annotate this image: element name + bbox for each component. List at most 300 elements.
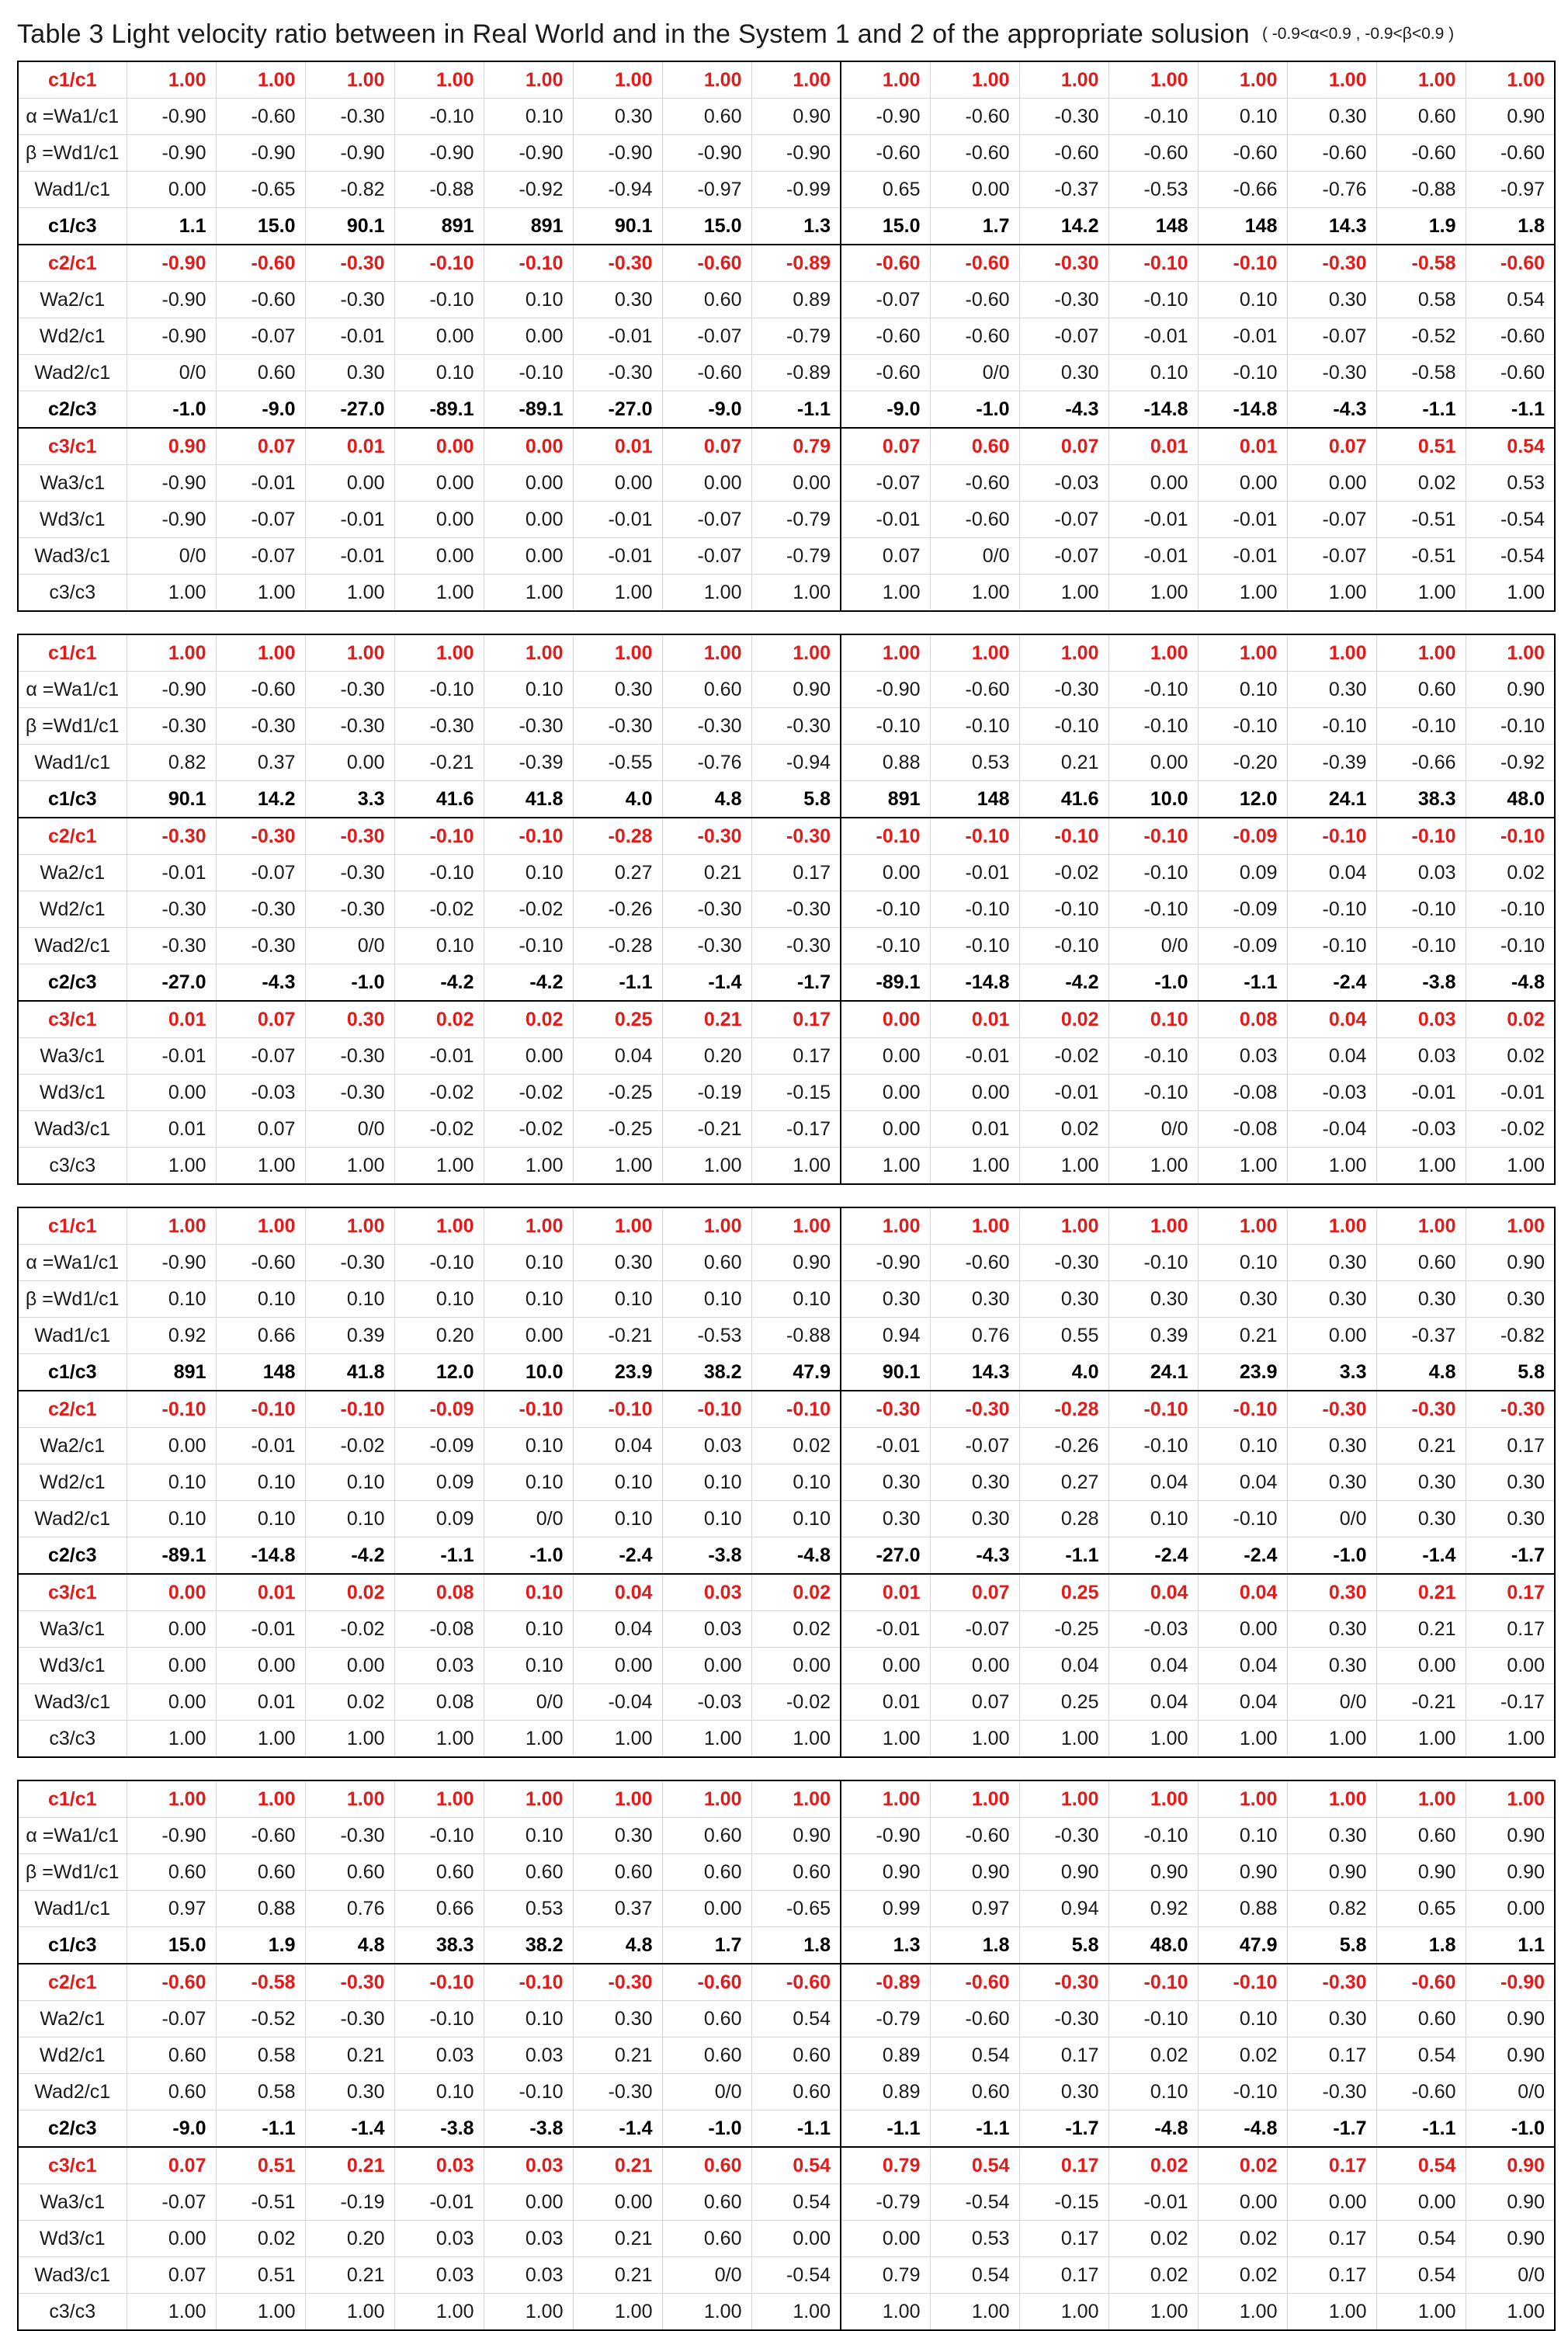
table-cell: 1.00 — [1198, 1780, 1287, 1818]
table-cell: -0.60 — [930, 1964, 1019, 2001]
table-cell: -0.90 — [127, 99, 216, 135]
table-cell: -0.01 — [1108, 318, 1198, 355]
table-cell: -0.19 — [662, 1075, 751, 1111]
table-cell: -0.10 — [1108, 245, 1198, 282]
row-label: Wad3/c1 — [18, 538, 127, 575]
table-cell: 0.30 — [1287, 99, 1376, 135]
table-cell: 0.60 — [662, 672, 751, 708]
table-cell: 0.20 — [662, 1038, 751, 1075]
table-cell: 0.03 — [662, 1574, 751, 1611]
table-cell: 0.00 — [930, 172, 1019, 208]
row-label: Wa2/c1 — [18, 2001, 127, 2037]
table-cell: 1.00 — [394, 2294, 484, 2331]
table-cell: 0.02 — [1466, 1038, 1555, 1075]
row-label: Wa3/c1 — [18, 465, 127, 502]
table-cell: -0.30 — [305, 1964, 394, 2001]
table-cell: 0.00 — [841, 2221, 930, 2257]
table-cell: 0.94 — [1019, 1891, 1108, 1927]
table-cell: 1.3 — [751, 208, 841, 245]
table-cell: 1.00 — [127, 61, 216, 99]
table-cell: -0.10 — [1108, 1964, 1198, 2001]
table-cell: -0.10 — [1376, 818, 1466, 855]
table-cell: -0.15 — [1019, 2184, 1108, 2221]
table-cell: 0.10 — [1198, 99, 1287, 135]
table-cell: -0.01 — [216, 1611, 305, 1648]
table-cell: 1.7 — [662, 1927, 751, 1965]
table-cell: 0.60 — [751, 2037, 841, 2074]
row-label: Wad3/c1 — [18, 1684, 127, 1721]
table-cell: 1.00 — [1287, 634, 1376, 672]
row-label: Wad1/c1 — [18, 172, 127, 208]
table-cell: -0.10 — [1108, 99, 1198, 135]
table-cell: -0.10 — [751, 1391, 841, 1428]
table-cell: 1.00 — [841, 1148, 930, 1185]
table-cell: -4.8 — [1466, 964, 1555, 1002]
table-cell: 0.30 — [1376, 1464, 1466, 1501]
table-cell: -0.07 — [216, 538, 305, 575]
table-cell: 1.9 — [216, 1927, 305, 1965]
table-cell: -0.94 — [751, 745, 841, 781]
table-cell: -0.65 — [216, 172, 305, 208]
table-cell: 1.00 — [751, 1148, 841, 1185]
table-row — [18, 1038, 1555, 1075]
table-cell: -0.53 — [662, 1318, 751, 1354]
table-cell: -1.1 — [1466, 391, 1555, 429]
table-cell: 1.00 — [841, 61, 930, 99]
table-cell: -0.30 — [216, 928, 305, 964]
table-cell: -0.30 — [1019, 1245, 1108, 1281]
table-cell: -0.79 — [751, 538, 841, 575]
table-cell: 0.30 — [1376, 1501, 1466, 1537]
table-cell: 1.00 — [662, 575, 751, 612]
table-cell: 0.10 — [573, 1464, 662, 1501]
table-cell: 0.90 — [1019, 1854, 1108, 1891]
table-cell: 0.30 — [305, 355, 394, 391]
table-cell: 0.30 — [930, 1501, 1019, 1537]
row-label: Wd2/c1 — [18, 2037, 127, 2074]
table-cell: -0.10 — [484, 355, 573, 391]
table-cell: 1.00 — [1108, 1148, 1198, 1185]
table-cell: 0.00 — [841, 1648, 930, 1684]
table-cell: -0.60 — [1466, 245, 1555, 282]
table-cell: -0.60 — [930, 1818, 1019, 1854]
table-cell: -0.10 — [1466, 818, 1555, 855]
table-cell: 1.8 — [751, 1927, 841, 1965]
table-cell: 0/0 — [127, 538, 216, 575]
table-cell: -0.28 — [1019, 1391, 1108, 1428]
table-row — [18, 2257, 1555, 2294]
table-cell: 0.03 — [662, 1428, 751, 1464]
table-section-2 — [17, 634, 1556, 1185]
table-cell: 0.04 — [573, 1038, 662, 1075]
table-cell: -27.0 — [305, 391, 394, 429]
table-cell: -0.10 — [1108, 282, 1198, 318]
table-cell: -0.01 — [573, 318, 662, 355]
table-cell: -0.88 — [1376, 172, 1466, 208]
table-cell: 15.0 — [216, 208, 305, 245]
table-cell: -0.02 — [1019, 855, 1108, 891]
table-cell: 1.00 — [1287, 2294, 1376, 2331]
table-cell: 1.00 — [1376, 2294, 1466, 2331]
table-cell: -0.07 — [930, 1611, 1019, 1648]
table-cell: 0.07 — [930, 1684, 1019, 1721]
table-cell: 0.01 — [127, 1111, 216, 1148]
table-cell: -0.60 — [841, 355, 930, 391]
table-cell: 891 — [127, 1354, 216, 1391]
table-cell: 0.97 — [930, 1891, 1019, 1927]
table-cell: -0.17 — [1466, 1684, 1555, 1721]
table-row — [18, 891, 1555, 928]
table-cell: -0.01 — [1108, 502, 1198, 538]
table-cell: -0.60 — [1287, 135, 1376, 172]
table-cell: 0.20 — [394, 1318, 484, 1354]
table-cell: -0.58 — [1376, 245, 1466, 282]
table-cell: 1.00 — [573, 61, 662, 99]
table-cell: -0.02 — [484, 1111, 573, 1148]
table-cell: 0.10 — [1108, 355, 1198, 391]
table-cell: 1.00 — [484, 2294, 573, 2331]
row-label: Wd2/c1 — [18, 318, 127, 355]
table-cell: -1.1 — [394, 1537, 484, 1575]
table-cell: 0.60 — [662, 2037, 751, 2074]
table-cell: -1.0 — [127, 391, 216, 429]
table-cell: 0.03 — [394, 2257, 484, 2294]
table-cell: -0.25 — [573, 1111, 662, 1148]
table-cell: -0.10 — [1019, 891, 1108, 928]
table-cell: 0.21 — [305, 2257, 394, 2294]
table-cell: 0.25 — [573, 1001, 662, 1038]
table-cell: 1.00 — [1108, 634, 1198, 672]
table-cell: -0.90 — [127, 282, 216, 318]
table-cell: 14.2 — [216, 781, 305, 818]
table-cell: 0.10 — [1198, 282, 1287, 318]
table-cell: -0.79 — [751, 318, 841, 355]
table-cell: 0.10 — [484, 672, 573, 708]
table-cell: -0.10 — [1198, 708, 1287, 745]
table-cell: -0.90 — [127, 672, 216, 708]
table-row — [18, 1207, 1555, 1245]
table-cell: 0.01 — [216, 1574, 305, 1611]
table-cell: 1.00 — [1108, 2294, 1198, 2331]
table-cell: -0.58 — [1376, 355, 1466, 391]
table-cell: -0.10 — [305, 1391, 394, 1428]
row-label: c3/c3 — [18, 575, 127, 612]
table-cell: 0.00 — [484, 502, 573, 538]
table-cell: 0.90 — [1466, 2184, 1555, 2221]
table-row — [18, 1245, 1555, 1281]
table-cell: 0.10 — [305, 1501, 394, 1537]
table-cell: 1.00 — [216, 634, 305, 672]
table-cell: 0.60 — [930, 2074, 1019, 2110]
table-cell: -14.8 — [216, 1537, 305, 1575]
table-cell: 0.04 — [573, 1611, 662, 1648]
table-cell: -0.10 — [1108, 1075, 1198, 1111]
table-cell: 0.30 — [305, 2074, 394, 2110]
table-cell: -0.01 — [1198, 318, 1287, 355]
table-cell: 1.00 — [305, 2294, 394, 2331]
table-cell: 0.00 — [573, 2184, 662, 2221]
table-cell: 0.30 — [573, 672, 662, 708]
table-cell: 1.00 — [930, 1207, 1019, 1245]
table-cell: 0.02 — [216, 2221, 305, 2257]
row-label: c1/c1 — [18, 61, 127, 99]
table-cell: 0.90 — [841, 1854, 930, 1891]
table-cell: -0.30 — [662, 708, 751, 745]
table-cell: -0.10 — [1198, 2074, 1287, 2110]
table-cell: -0.90 — [127, 135, 216, 172]
table-cell: -0.07 — [216, 1038, 305, 1075]
table-cell: 0.10 — [662, 1281, 751, 1318]
table-cell: 0.02 — [1198, 2037, 1287, 2074]
table-cell: -1.1 — [930, 2110, 1019, 2148]
table-cell: 0.10 — [484, 1464, 573, 1501]
table-cell: 0.60 — [127, 2074, 216, 2110]
table-cell: 0/0 — [1287, 1684, 1376, 1721]
table-cell: -0.89 — [751, 355, 841, 391]
table-cell: 0.02 — [1019, 1111, 1108, 1148]
table-cell: 0.01 — [216, 1684, 305, 1721]
table-cell: 0.60 — [662, 1854, 751, 1891]
table-row — [18, 1927, 1555, 1965]
table-cell: -0.30 — [305, 1075, 394, 1111]
table-cell: 1.00 — [484, 1148, 573, 1185]
table-cell: 0.90 — [751, 672, 841, 708]
table-cell: -0.30 — [305, 891, 394, 928]
table-cell: -0.10 — [841, 818, 930, 855]
row-label: c1/c3 — [18, 1354, 127, 1391]
table-cell: -0.60 — [930, 502, 1019, 538]
table-cell: -0.90 — [751, 135, 841, 172]
table-cell: 48.0 — [1108, 1927, 1198, 1965]
table-cell: 0.10 — [573, 1281, 662, 1318]
table-cell: 1.00 — [127, 1148, 216, 1185]
table-cell: 0.21 — [1376, 1428, 1466, 1464]
table-cell: -0.07 — [216, 855, 305, 891]
table-row — [18, 355, 1555, 391]
row-label: c2/c3 — [18, 391, 127, 429]
table-cell: -0.30 — [930, 1391, 1019, 1428]
table-cell: 0.30 — [1466, 1501, 1555, 1537]
table-cell: 0.01 — [1108, 428, 1198, 465]
table-row — [18, 1574, 1555, 1611]
table-cell: -0.03 — [216, 1075, 305, 1111]
table-cell: 0.30 — [1019, 1281, 1108, 1318]
table-cell: -0.03 — [1376, 1111, 1466, 1148]
table-cell: 0.60 — [662, 99, 751, 135]
table-cell: -0.10 — [1108, 855, 1198, 891]
table-cell: 0.01 — [930, 1111, 1019, 1148]
table-cell: 0.02 — [751, 1611, 841, 1648]
table-row — [18, 672, 1555, 708]
table-cell: 0.21 — [1198, 1318, 1287, 1354]
table-cell: -0.07 — [216, 502, 305, 538]
table-cell: -0.30 — [216, 818, 305, 855]
table-row — [18, 818, 1555, 855]
table-cell: 0.90 — [1287, 1854, 1376, 1891]
table-cell: 0.00 — [305, 1648, 394, 1684]
table-cell: -0.09 — [1198, 928, 1287, 964]
table-cell: -0.02 — [305, 1611, 394, 1648]
table-cell: -0.60 — [841, 245, 930, 282]
table-row — [18, 1854, 1555, 1891]
table-cell: -0.01 — [930, 1038, 1019, 1075]
table-cell: 0.37 — [573, 1891, 662, 1927]
table-cell: -0.30 — [127, 818, 216, 855]
table-cell: 0.10 — [484, 2001, 573, 2037]
table-cell: 0.30 — [1287, 1648, 1376, 1684]
table-cell: -0.90 — [127, 465, 216, 502]
table-cell: -0.30 — [751, 891, 841, 928]
table-cell: -0.30 — [305, 1818, 394, 1854]
table-cell: -0.01 — [305, 318, 394, 355]
table-cell: -1.0 — [1287, 1537, 1376, 1575]
table-cell: -0.01 — [305, 502, 394, 538]
table-cell: 1.9 — [1376, 208, 1466, 245]
table-cell: 0.30 — [1287, 2001, 1376, 2037]
table-cell: 0.51 — [216, 2147, 305, 2184]
table-cell: 0.90 — [1108, 1854, 1198, 1891]
table-cell: 0.97 — [127, 1891, 216, 1927]
table-cell: 1.00 — [662, 1780, 751, 1818]
table-cell: 0.00 — [662, 465, 751, 502]
table-cell: -89.1 — [127, 1537, 216, 1575]
table-cell: 0.02 — [1108, 2147, 1198, 2184]
table-cell: -0.01 — [573, 538, 662, 575]
table-title — [17, 11, 1554, 57]
table-cell: 0.21 — [1376, 1611, 1466, 1648]
table-cell: 0.30 — [1287, 1611, 1376, 1648]
table-cell: 0.00 — [1198, 1611, 1287, 1648]
table-cell: 0.00 — [484, 2184, 573, 2221]
table-cell: 10.0 — [484, 1354, 573, 1391]
table-cell: 0/0 — [305, 1111, 394, 1148]
row-label: β =Wd1/c1 — [18, 135, 127, 172]
table-cell: -0.10 — [841, 708, 930, 745]
table-cell: 0.02 — [1198, 2221, 1287, 2257]
table-cell: -0.10 — [1287, 928, 1376, 964]
table-cell: -0.90 — [573, 135, 662, 172]
table-cell: 0.02 — [484, 1001, 573, 1038]
table-cell: 0.10 — [1108, 2074, 1198, 2110]
row-label: Wad2/c1 — [18, 355, 127, 391]
table-cell: 0.53 — [1466, 465, 1555, 502]
table-cell: -0.28 — [573, 928, 662, 964]
table-cell: -0.30 — [305, 99, 394, 135]
table-cell: 0.04 — [1108, 1684, 1198, 1721]
table-row — [18, 1318, 1555, 1354]
table-cell: 1.00 — [662, 1207, 751, 1245]
table-cell: 0.21 — [573, 2147, 662, 2184]
table-cell: 0.30 — [573, 99, 662, 135]
table-cell: -0.10 — [1108, 1818, 1198, 1854]
table-cell: -0.07 — [216, 318, 305, 355]
table-cell: -0.60 — [1019, 135, 1108, 172]
table-cell: -0.10 — [484, 1964, 573, 2001]
table-cell: 0.00 — [127, 1684, 216, 1721]
table-cell: -0.90 — [841, 1245, 930, 1281]
table-cell: -0.10 — [1287, 891, 1376, 928]
table-cell: -89.1 — [841, 964, 930, 1002]
table-cell: -0.79 — [841, 2001, 930, 2037]
table-cell: -0.10 — [1108, 672, 1198, 708]
table-row — [18, 964, 1555, 1002]
table-cell: -0.37 — [1376, 1318, 1466, 1354]
table-cell: 0.00 — [484, 1038, 573, 1075]
table-cell: -0.10 — [1376, 708, 1466, 745]
table-cell: -0.10 — [662, 1391, 751, 1428]
table-cell: -0.60 — [1466, 318, 1555, 355]
table-cell: -0.89 — [841, 1964, 930, 2001]
table-cell: -0.02 — [394, 1075, 484, 1111]
table-cell: 0.21 — [1376, 1574, 1466, 1611]
table-cell: 5.8 — [1466, 1354, 1555, 1391]
table-cell: 0.30 — [573, 282, 662, 318]
table-cell: 0.30 — [1287, 1818, 1376, 1854]
table-cell: 1.00 — [662, 634, 751, 672]
table-cell: 41.6 — [394, 781, 484, 818]
row-label: Wad3/c1 — [18, 1111, 127, 1148]
table-cell: -0.01 — [930, 855, 1019, 891]
table-cell: 15.0 — [841, 208, 930, 245]
table-cell: 47.9 — [1198, 1927, 1287, 1965]
table-cell: -0.02 — [1466, 1111, 1555, 1148]
table-cell: -0.10 — [841, 928, 930, 964]
table-cell: -0.01 — [841, 502, 930, 538]
table-cell: 0.00 — [841, 1075, 930, 1111]
table-cell: -1.1 — [216, 2110, 305, 2148]
table-cell: -0.30 — [573, 2074, 662, 2110]
row-label: c3/c1 — [18, 1001, 127, 1038]
table-cell: 1.00 — [216, 1148, 305, 1185]
table-cell: 0.39 — [1108, 1318, 1198, 1354]
table-cell: -0.66 — [1376, 745, 1466, 781]
table-cell: 1.00 — [751, 1721, 841, 1758]
table-cell: 0.60 — [1376, 1818, 1466, 1854]
table-cell: 0.10 — [1198, 1818, 1287, 1854]
table-cell: -0.66 — [1198, 172, 1287, 208]
table-cell: 1.00 — [127, 575, 216, 612]
table-cell: 0.30 — [841, 1281, 930, 1318]
table-row — [18, 318, 1555, 355]
table-cell: 0.04 — [1108, 1464, 1198, 1501]
table-cell: -0.30 — [662, 928, 751, 964]
table-cell: -0.10 — [1466, 891, 1555, 928]
table-cell: -0.10 — [394, 1245, 484, 1281]
table-cell: -0.10 — [1198, 1391, 1287, 1428]
table-cell: -0.30 — [216, 708, 305, 745]
table-cell: 0.10 — [394, 2074, 484, 2110]
row-label: c1/c3 — [18, 1927, 127, 1965]
table-cell: 0.07 — [216, 428, 305, 465]
table-cell: -2.4 — [1198, 1537, 1287, 1575]
table-cell: 0.53 — [930, 745, 1019, 781]
table-cell: 0.10 — [216, 1464, 305, 1501]
table-cell: 0.17 — [1287, 2037, 1376, 2074]
table-cell: -0.21 — [573, 1318, 662, 1354]
table-cell: -9.0 — [841, 391, 930, 429]
table-cell: -0.60 — [751, 1964, 841, 2001]
table-cell: -0.51 — [216, 2184, 305, 2221]
table-cell: 41.8 — [484, 781, 573, 818]
table-cell: -0.82 — [305, 172, 394, 208]
table-cell: -9.0 — [216, 391, 305, 429]
table-cell: 1.00 — [841, 1780, 930, 1818]
table-cell: -0.90 — [394, 135, 484, 172]
table-cell: 0.27 — [573, 855, 662, 891]
table-cell: 1.00 — [1466, 1148, 1555, 1185]
table-cell: 0.21 — [1019, 745, 1108, 781]
table-cell: 0.79 — [841, 2257, 930, 2294]
